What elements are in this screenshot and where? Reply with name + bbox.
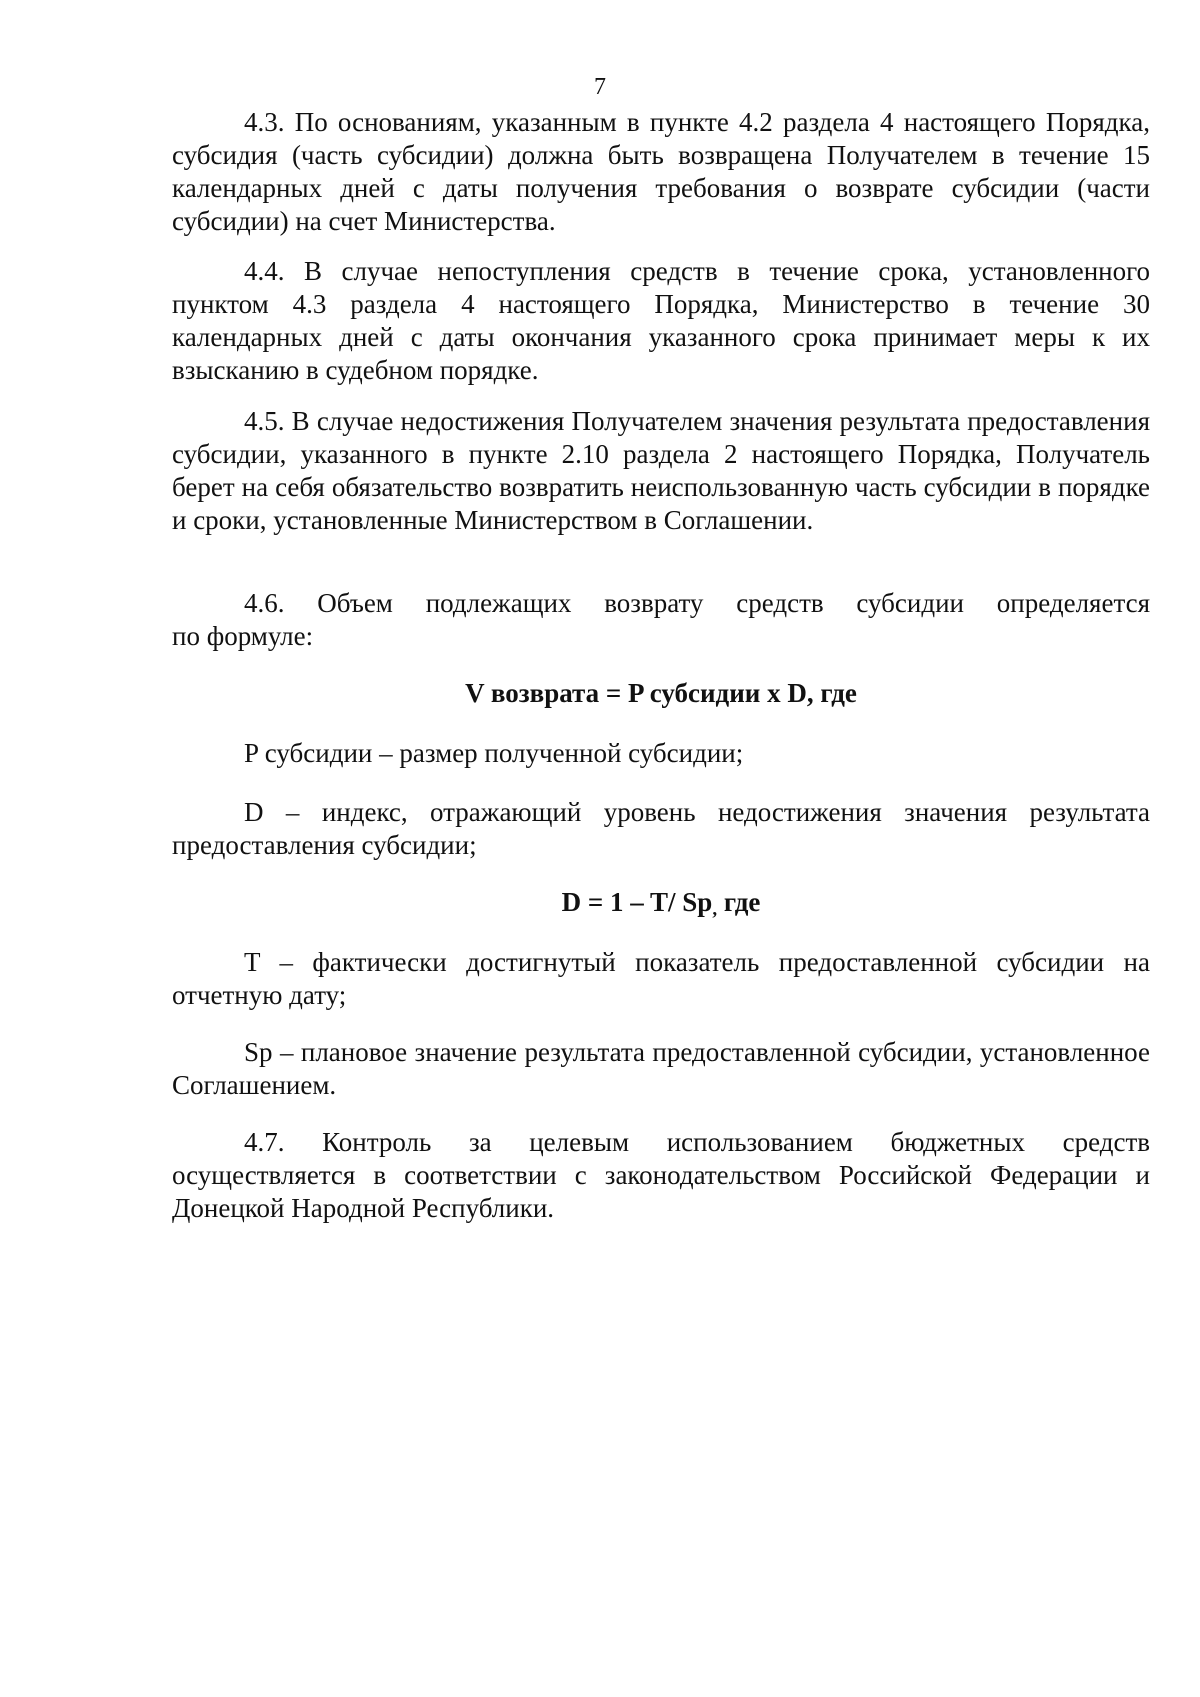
formula-d-index [172,886,1150,926]
paragraph-4-3: 4.3. По основаниям, указанным в пункте 4.2 раздела 4 настоящего Порядка, субсидия (часть субсидии) должна быть возвращена Получателем в течение 15 календарных дней с даты получения требования о возврате субсидии (части субсидии) на счет Министерства. [172,107,1150,236]
definition-sp-plan: Sp – плановое значение результата предоставленной субсидии, установленное Соглашением. [172,1037,1150,1100]
formula-d-tail: где [717,887,761,917]
paragraph-4-6-line-2: по формуле: [172,621,314,651]
paragraph-4-5: 4.5. В случае недостижения Получателем значения результата предоставления субсидии, указанного в пункте 2.10 раздела 2 настоящего Порядка, Получатель берет на себя обязательство возвратить неиспользованную часть субсидии в порядке и сроки, установленные Министерством в Соглашении. [172,406,1150,535]
formula-d-main: D = 1 – T/ Sp [561,887,713,917]
formula-d-subscript: , [712,899,718,920]
paragraph-4-6-line-1: 4.6. Объем подлежащих возврату средств субсидии определяется [244,588,1150,618]
paragraph-4-7: 4.7. Контроль за целевым использованием бюджетных средств осуществляется в соответствии с законодательством Российской Федерации и Донецкой Народной Республики. [172,1127,1150,1223]
definition-p-subsidy: P субсидии – размер полученной субсидии; [244,738,744,768]
definition-t-indicator: T – фактически достигнутый показатель предоставленной субсидии на отчетную дату; [172,947,1150,1010]
definition-d-index: D – индекс, отражающий уровень недостижения значения результата предоставления субсидии; [172,797,1150,860]
page-number: 7 [594,74,606,100]
formula-v-return: V возврата = P субсидии x D, где [465,678,857,708]
paragraph-4-4: 4.4. В случае непоступления средств в течение срока, установленного пунктом 4.3 раздела 4 настоящего Порядка, Министерство в течение 30 календарных дней с даты окончания указанного срока принимает меры к их взысканию в судебном порядке. [172,256,1150,385]
